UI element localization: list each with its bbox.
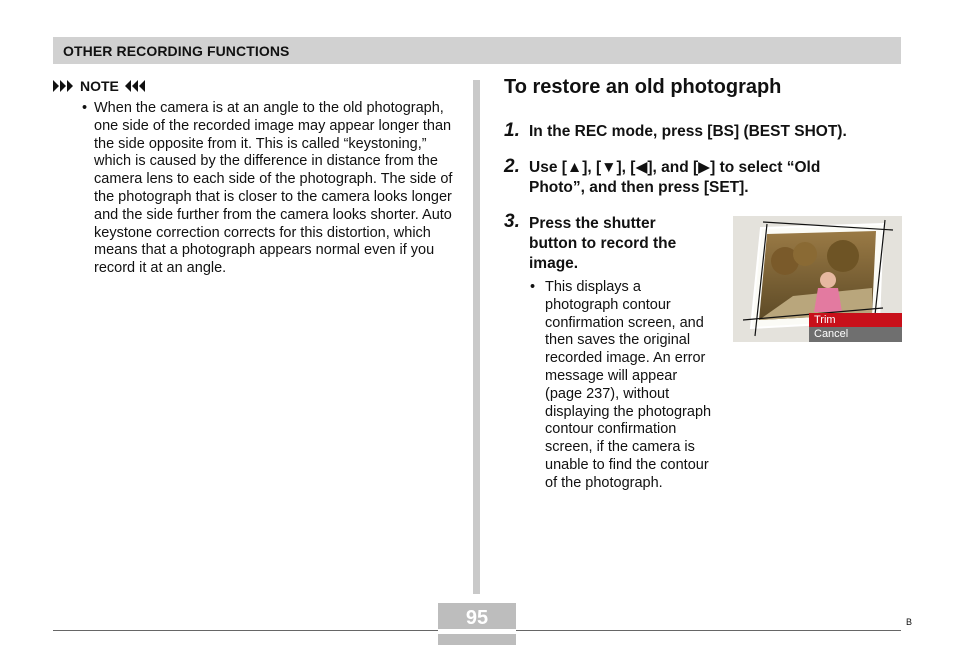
step-2-line2: Photo”, and then press [SET].	[529, 179, 749, 196]
header-bar	[53, 37, 901, 64]
camera-screen-image	[733, 216, 902, 342]
section-title: To restore an old photograph	[504, 76, 782, 98]
note-body	[82, 100, 457, 278]
step-3-number: 3.	[504, 211, 520, 232]
step-1-number: 1.	[504, 120, 520, 141]
menu-item-cancel: Cancel	[809, 327, 902, 342]
step-3-line3: image.	[529, 255, 579, 272]
note-bullet: •	[82, 100, 88, 116]
header-title: OTHER RECORDING FUNCTIONS	[63, 43, 290, 59]
menu-item-trim: Trim	[809, 313, 902, 327]
step-3-description: This displays a photograph contour confirmation screen, and then saves the original recorded image. An error message will appear (page 237), without displaying the photograph contour confirmation screen, if the camera is unable to find the contour of the photograph.	[545, 279, 712, 491]
note-label: NOTE	[80, 78, 119, 94]
step-2-line1: Use [▲], [▼], [◀], and [▶] to select “Old	[529, 159, 821, 176]
step-3-line1: Press the shutter	[529, 215, 656, 232]
step-3-bullet: •	[530, 279, 536, 295]
step-3-line2: button to record the	[529, 235, 677, 252]
step-1-text: In the REC mode, press [BS] (BEST SHOT).	[529, 123, 847, 140]
note-left-arrows-icon	[53, 80, 75, 92]
page-number-box	[438, 603, 516, 645]
corner-mark: B	[906, 617, 913, 627]
column-divider	[473, 80, 480, 594]
step-2-number: 2.	[504, 156, 520, 177]
page-number: 95	[465, 607, 489, 629]
note-heading	[53, 77, 147, 95]
note-text: When the camera is at an angle to the old photograph, one side of the recorded image may appear longer than the side opposite from it. This is called “keystoning,” which is caused by the difference in distance from the camera lens to each side of the photograph. The side of the photograph that is closer to the camera looks longer and the side further from the camera looks shorter. Auto keystone correction corrects for this distortion, which means that a photograph appears normal even if you record it at an angle.	[94, 100, 453, 277]
note-right-arrows-icon	[125, 80, 147, 92]
